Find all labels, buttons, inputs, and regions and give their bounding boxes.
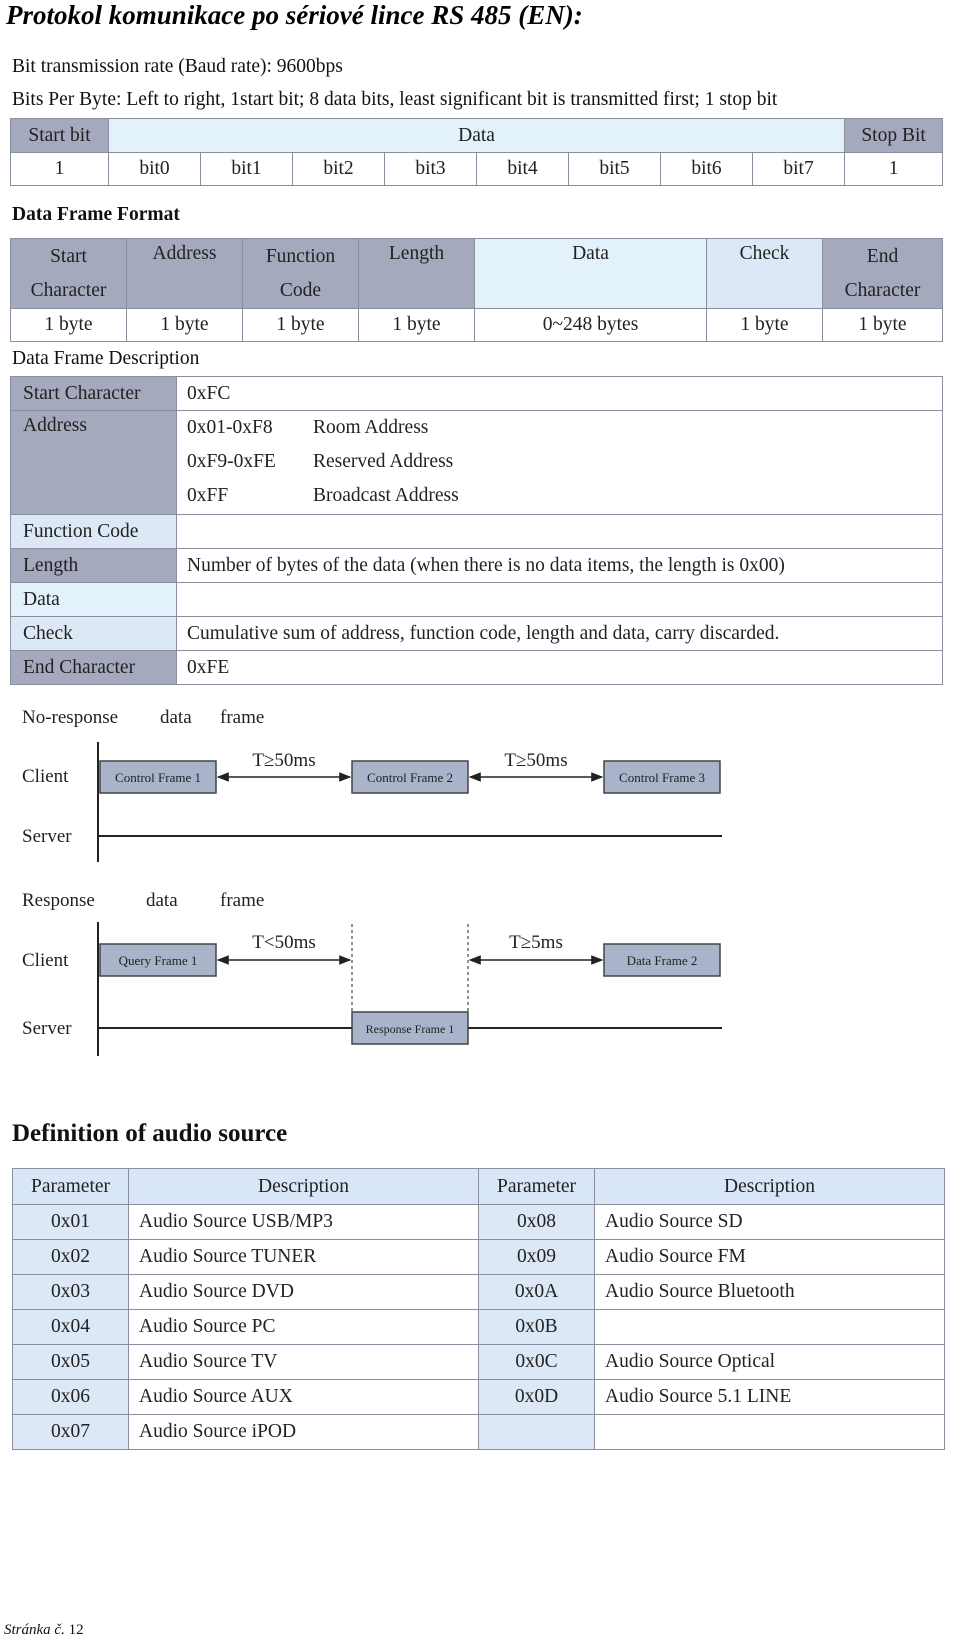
- bit-table: [10, 118, 943, 186]
- audio-header-cell: Parameter: [13, 1169, 129, 1205]
- audio-row: [13, 1205, 945, 1240]
- bit-cell: bit3: [385, 153, 477, 186]
- no-response-diagram: [0, 700, 740, 870]
- server-label: Server: [22, 1018, 72, 1039]
- audio-param: 0x03: [13, 1275, 129, 1310]
- audio-param: 0x06: [13, 1380, 129, 1415]
- bits-per-byte-line: Bits Per Byte: Left to right, 1start bit; 8 data bits, least significant bit is transmitted first; 1 stop bit: [12, 89, 778, 110]
- audio-desc: Audio Source PC: [129, 1310, 479, 1345]
- page-footer: [4, 1622, 84, 1639]
- bit-cell: bit5: [569, 153, 661, 186]
- bit-cell: bit2: [293, 153, 385, 186]
- fmt-size-cell: 1 byte: [359, 309, 475, 342]
- audio-desc: Audio Source Bluetooth: [595, 1275, 945, 1310]
- audio-desc: [595, 1310, 945, 1345]
- audio-desc: Audio Source 5.1 LINE: [595, 1380, 945, 1415]
- client-label: Client: [22, 766, 69, 787]
- gap-label-1: T<50ms: [252, 932, 316, 953]
- gap-label-2: T≥50ms: [504, 750, 568, 771]
- audio-row: [13, 1240, 945, 1275]
- response-title-3: frame: [220, 890, 265, 911]
- data-header: Data: [109, 119, 845, 153]
- audio-row: [13, 1275, 945, 1310]
- audio-row: [13, 1380, 945, 1415]
- fmt-size-cell: 1 byte: [11, 309, 127, 342]
- desc-check-value: Cumulative sum of address, function code, length and data, carry discarded.: [177, 617, 943, 651]
- audio-desc: Audio Source SD: [595, 1205, 945, 1240]
- desc-data-value: [177, 583, 943, 617]
- fmt-size-cell: 1 byte: [243, 309, 359, 342]
- audio-header-cell: Description: [595, 1169, 945, 1205]
- audio-param: 0x07: [13, 1415, 129, 1450]
- frame-format-table: [10, 238, 943, 342]
- frame-format-heading: Data Frame Format: [12, 204, 180, 225]
- fmt-address-header: Address: [127, 239, 243, 309]
- fmt-function-header: Function Code: [243, 239, 359, 309]
- fmt-start-header: Start Character: [11, 239, 127, 309]
- audio-param: [479, 1415, 595, 1450]
- audio-row: [13, 1415, 945, 1450]
- frame-description-table: [10, 376, 943, 685]
- bit-row: [11, 153, 943, 186]
- audio-desc: Audio Source FM: [595, 1240, 945, 1275]
- query-frame-label: Query Frame 1: [118, 953, 198, 968]
- desc-address-label: Address: [11, 411, 177, 515]
- start-bit-header: Start bit: [11, 119, 109, 153]
- audio-param: 0x05: [13, 1345, 129, 1380]
- page-label: Stránka č.: [4, 1622, 65, 1638]
- fmt-check-header: Check: [707, 239, 823, 309]
- response-title-1: Response: [22, 890, 95, 911]
- stop-bit-header: Stop Bit: [845, 119, 943, 153]
- fmt-end-header: End Character: [823, 239, 943, 309]
- desc-function-label: Function Code: [11, 515, 177, 549]
- audio-desc: [595, 1415, 945, 1450]
- control-frame-1-label: Control Frame 1: [115, 770, 201, 785]
- page-number: 12: [68, 1622, 84, 1638]
- baud-rate-line: Bit transmission rate (Baud rate): 9600bps: [12, 56, 343, 77]
- audio-desc: Audio Source AUX: [129, 1380, 479, 1415]
- audio-header-row: [13, 1169, 945, 1205]
- audio-param: 0x09: [479, 1240, 595, 1275]
- desc-function-value: [177, 515, 943, 549]
- data-frame-2-label: Data Frame 2: [626, 953, 698, 968]
- control-frame-3-label: Control Frame 3: [619, 770, 705, 785]
- audio-source-heading: Definition of audio source: [12, 1120, 288, 1147]
- client-label: Client: [22, 950, 69, 971]
- address-row: 0xFF Broadcast Address: [187, 485, 459, 506]
- control-frame-2-label: Control Frame 2: [367, 770, 453, 785]
- server-label: Server: [22, 826, 72, 847]
- bit-cell: 1: [845, 153, 943, 186]
- audio-desc: Audio Source iPOD: [129, 1415, 479, 1450]
- audio-desc: Audio Source TV: [129, 1345, 479, 1380]
- audio-param: 0x0D: [479, 1380, 595, 1415]
- audio-desc: Audio Source DVD: [129, 1275, 479, 1310]
- desc-length-label: Length: [11, 549, 177, 583]
- audio-desc: Audio Source Optical: [595, 1345, 945, 1380]
- gap-label-1: T≥50ms: [252, 750, 316, 771]
- fmt-data-header: Data: [475, 239, 707, 309]
- address-row: 0x01-0xF8 Room Address: [187, 417, 429, 438]
- response-frame-label: Response Frame 1: [365, 1022, 455, 1036]
- bit-cell: 1: [11, 153, 109, 186]
- audio-row: [13, 1345, 945, 1380]
- bit-cell: bit0: [109, 153, 201, 186]
- audio-param: 0x0A: [479, 1275, 595, 1310]
- gap-label-2: T≥5ms: [509, 932, 563, 953]
- bit-cell: bit6: [661, 153, 753, 186]
- desc-end-label: End Character: [11, 651, 177, 685]
- bit-cell: bit1: [201, 153, 293, 186]
- audio-param: 0x04: [13, 1310, 129, 1345]
- fmt-size-row: [11, 309, 943, 342]
- audio-source-table: [12, 1168, 945, 1450]
- address-row: 0xF9-0xFE Reserved Address: [187, 451, 454, 472]
- desc-length-value: Number of bytes of the data (when there is no data items, the length is 0x00): [177, 549, 943, 583]
- audio-header-cell: Parameter: [479, 1169, 595, 1205]
- desc-address-values: [177, 411, 943, 515]
- response-title-2: data: [146, 890, 178, 911]
- audio-param: 0x01: [13, 1205, 129, 1240]
- audio-desc: Audio Source USB/MP3: [129, 1205, 479, 1240]
- desc-check-label: Check: [11, 617, 177, 651]
- audio-param: 0x08: [479, 1205, 595, 1240]
- no-response-title-3: frame: [220, 707, 265, 728]
- audio-desc: Audio Source TUNER: [129, 1240, 479, 1275]
- fmt-size-cell: 1 byte: [707, 309, 823, 342]
- bit-cell: bit7: [753, 153, 845, 186]
- desc-data-label: Data: [11, 583, 177, 617]
- desc-end-value: 0xFE: [177, 651, 943, 685]
- audio-header-cell: Description: [129, 1169, 479, 1205]
- fmt-length-header: Length: [359, 239, 475, 309]
- frame-description-heading: Data Frame Description: [12, 348, 200, 369]
- audio-row: [13, 1310, 945, 1345]
- audio-param: 0x02: [13, 1240, 129, 1275]
- page-title: Protokol komunikace po sériové lince RS 485 (EN):: [6, 0, 583, 30]
- fmt-size-cell: 1 byte: [127, 309, 243, 342]
- no-response-title-2: data: [160, 707, 192, 728]
- desc-start-value: 0xFC: [177, 377, 943, 411]
- bit-cell: bit4: [477, 153, 569, 186]
- audio-param: 0x0C: [479, 1345, 595, 1380]
- fmt-size-cell: 1 byte: [823, 309, 943, 342]
- desc-start-label: Start Character: [11, 377, 177, 411]
- fmt-size-cell: 0~248 bytes: [475, 309, 707, 342]
- response-diagram: [0, 884, 740, 1064]
- no-response-title-1: No-response: [22, 707, 119, 728]
- audio-param: 0x0B: [479, 1310, 595, 1345]
